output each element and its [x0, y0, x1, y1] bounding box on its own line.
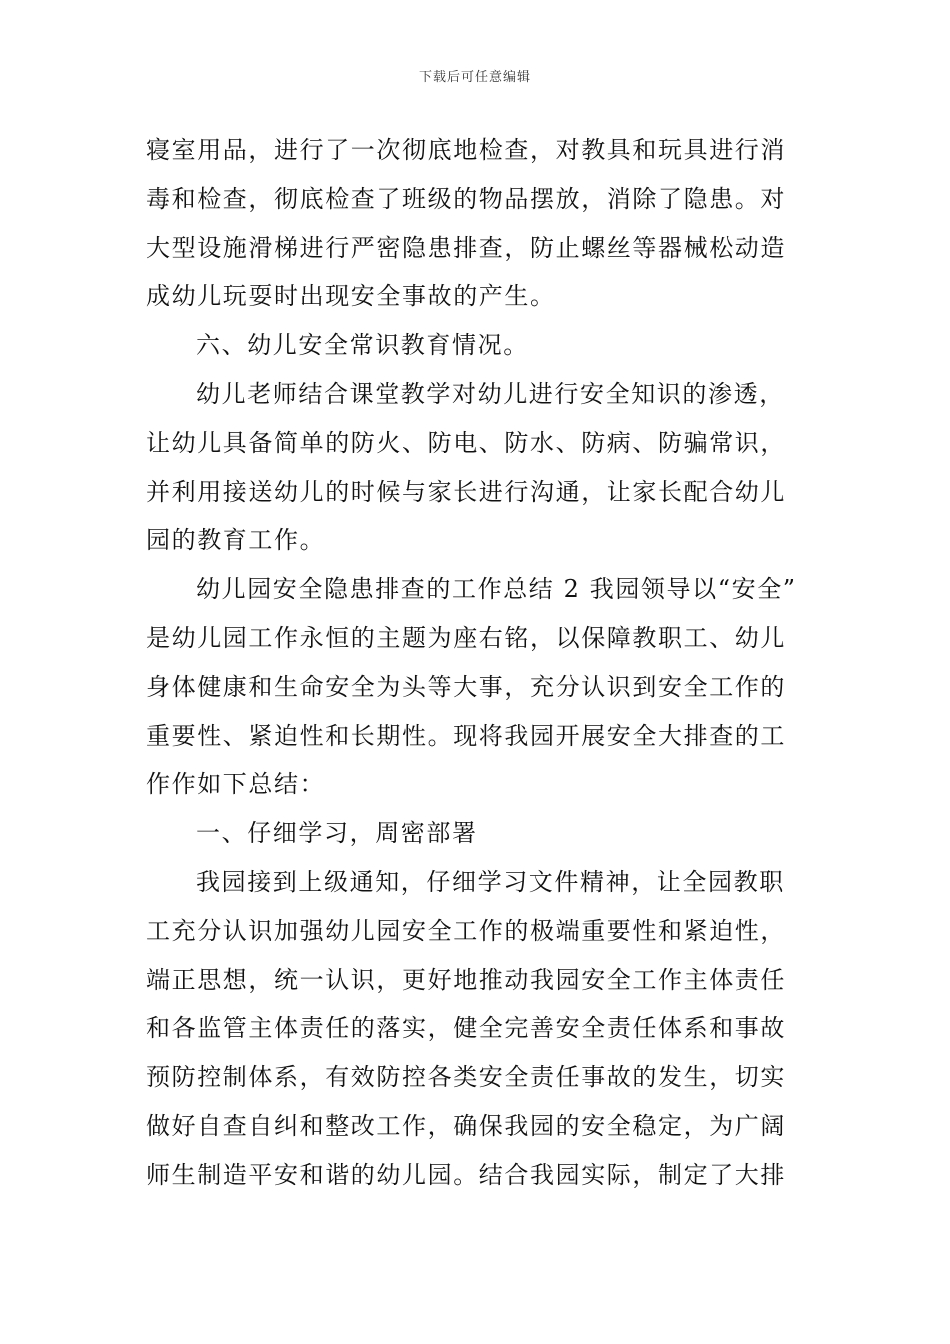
text-line: 幼儿园安全隐患排查的工作总结 2 我园领导以“安全” — [196, 575, 797, 604]
text-line: 并利用接送幼儿的时候与家长进行沟通，让家长配合幼儿 — [146, 477, 786, 506]
text-line: 端正思想，统一认识，更好地推动我园安全工作主体责任 — [146, 965, 786, 994]
text-line: 身体健康和生命安全为头等大事，充分认识到安全工作的 — [146, 672, 786, 701]
text-line: 作作如下总结： — [146, 770, 326, 799]
text-line: 成幼儿玩耍时出现安全事故的产生。 — [146, 282, 556, 311]
section-heading: 一、仔细学习，周密部署 — [196, 819, 478, 848]
document-body — [146, 126, 810, 1200]
page-header-note: 下载后可任意编辑 — [418, 70, 531, 85]
text-line: 幼儿老师结合课堂教学对幼儿进行安全知识的渗透， — [196, 379, 785, 408]
text-line: 师生制造平安和谐的幼儿园。结合我园实际，制定了大排 — [146, 1160, 786, 1189]
text-line: 做好自查自纠和整改工作，确保我园的安全稳定，为广阔 — [146, 1111, 786, 1140]
text-line: 和各监管主体责任的落实，健全完善安全责任体系和事故 — [146, 1014, 786, 1043]
text-line: 重要性、紧迫性和长期性。现将我园开展安全大排查的工 — [146, 721, 786, 750]
text-line: 预防控制体系，有效防控各类安全责任事故的发生，切实 — [146, 1063, 786, 1092]
section-heading: 六、幼儿安全常识教育情况。 — [196, 331, 529, 360]
text-line: 是幼儿园工作永恒的主题为座右铭，以保障教职工、幼儿 — [146, 623, 786, 652]
text-line: 园的教育工作。 — [146, 526, 326, 555]
text-line: 工充分认识加强幼儿园安全工作的极端重要性和紧迫性， — [146, 916, 786, 945]
text-line: 我园接到上级通知，仔细学习文件精神，让全园教职 — [196, 867, 785, 896]
text-line: 大型设施滑梯进行严密隐患排查，防止螺丝等器械松动造 — [146, 233, 786, 262]
text-line: 毒和检查，彻底检查了班级的物品摆放，消除了隐患。对 — [146, 184, 786, 213]
text-line: 寝室用品，进行了一次彻底地检查，对教具和玩具进行消 — [146, 136, 786, 164]
text-line: 让幼儿具备简单的防火、防电、防水、防病、防骗常识， — [146, 428, 786, 457]
